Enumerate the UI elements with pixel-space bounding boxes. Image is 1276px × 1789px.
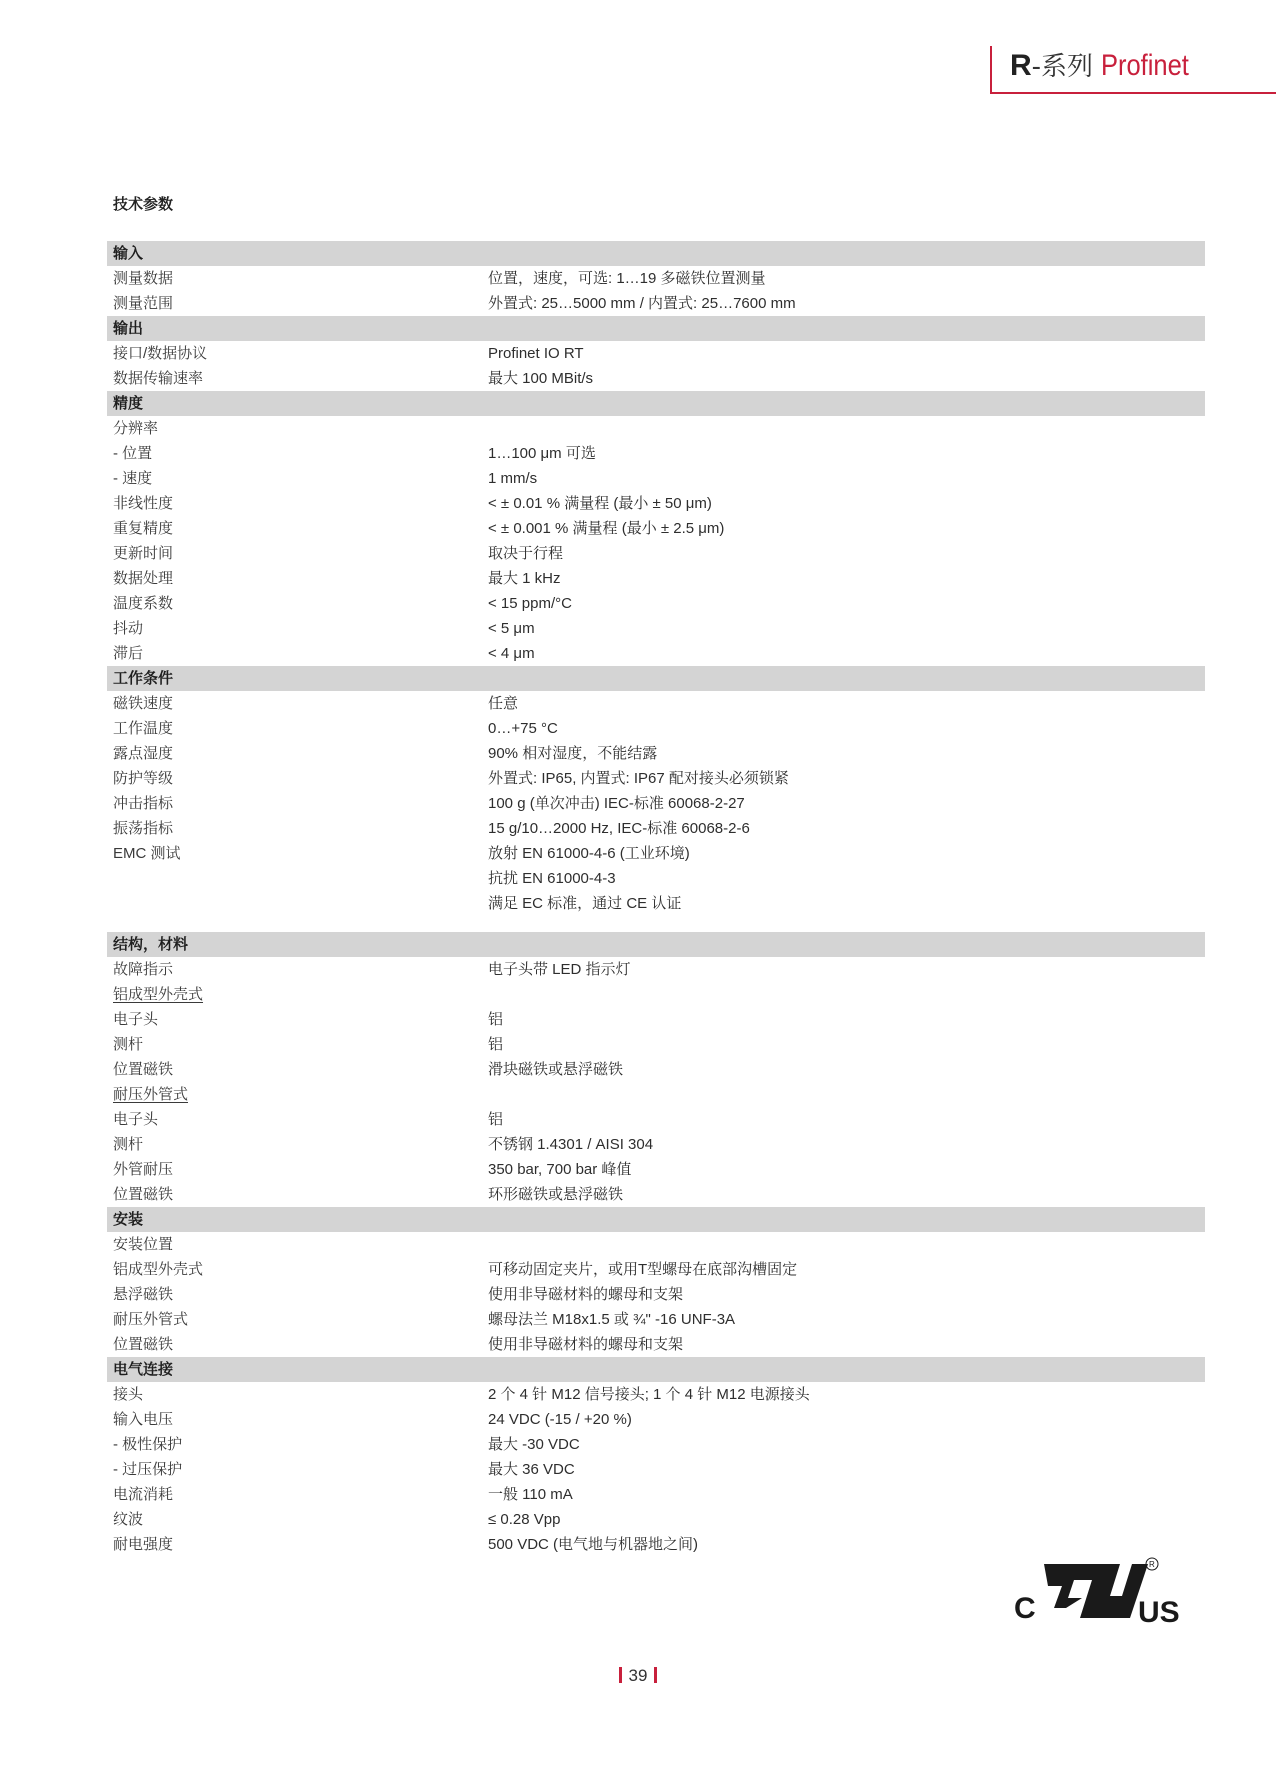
cert-us-text: US: [1138, 1596, 1180, 1626]
spec-row: [107, 791, 1205, 816]
spec-value: 最大 36 VDC: [488, 1461, 575, 1478]
spec-label: 重复精度: [113, 520, 174, 537]
section-header: [107, 241, 1205, 266]
spec-row: [107, 1382, 1205, 1407]
svg-text:R: R: [1149, 1560, 1155, 1569]
spec-row: [107, 616, 1205, 641]
spec-row: [107, 541, 1205, 566]
spec-label: 输入电压: [113, 1411, 174, 1428]
spec-row: [107, 1507, 1205, 1532]
spec-row: [107, 766, 1205, 791]
spec-row: [107, 866, 1205, 891]
spec-value: 使用非导磁材料的螺母和支架: [488, 1286, 684, 1303]
spec-value: 1 mm/s: [488, 470, 538, 487]
series-title: [1010, 46, 1205, 87]
spec-value: ≤ 0.28 Vpp: [488, 1511, 561, 1528]
spec-row: [107, 516, 1205, 541]
spec-value: 使用非导磁材料的螺母和支架: [488, 1336, 684, 1353]
spec-value: 最大 1 kHz: [488, 570, 561, 587]
spec-row: [107, 566, 1205, 591]
spec-value: 铝: [488, 1036, 504, 1053]
spec-value: 外置式: 25…5000 mm / 内置式: 25…7600 mm: [488, 295, 796, 312]
section-title: 工作条件: [113, 670, 174, 687]
section-title: 电气连接: [113, 1361, 174, 1378]
spec-value: < 5 μm: [488, 620, 535, 637]
spec-label: 数据处理: [113, 570, 174, 587]
spec-row: [107, 341, 1205, 366]
spec-value: 铝: [488, 1011, 504, 1028]
page-header: [990, 46, 1276, 94]
spec-row: [107, 841, 1205, 866]
product-name: Profinet: [1101, 49, 1190, 82]
spec-label: 测杆: [113, 1036, 144, 1053]
spec-row: [107, 1332, 1205, 1357]
spec-row: [107, 366, 1205, 391]
cert-c-text: C: [1014, 1592, 1036, 1625]
spec-row: [107, 1232, 1205, 1257]
spec-label: 数据传输速率: [113, 370, 204, 387]
spec-label: 故障指示: [113, 961, 174, 978]
spec-subheading: 铝成型外壳式: [113, 986, 204, 1003]
spec-value: 抗扰 EN 61000-4-3: [488, 870, 616, 887]
spec-label: 耐压外管式: [113, 1311, 189, 1328]
spec-label: 测量数据: [113, 270, 174, 287]
spec-label: 安装位置: [113, 1236, 174, 1253]
cul-us-certification-icon: [1012, 1556, 1182, 1626]
spec-row: [107, 1482, 1205, 1507]
spec-value: 15 g/10…2000 Hz, IEC-标准 60068-2-6: [488, 820, 750, 837]
doc-title: 技术参数: [113, 196, 174, 213]
spec-label: - 速度: [113, 470, 153, 487]
spec-row: [107, 641, 1205, 666]
spec-row: [107, 1532, 1205, 1557]
spec-label: 振荡指标: [113, 820, 174, 837]
section-header: [107, 666, 1205, 691]
spec-label: 测杆: [113, 1136, 144, 1153]
spec-row: [107, 1457, 1205, 1482]
spec-row: [107, 466, 1205, 491]
spec-value: 滑块磁铁或悬浮磁铁: [488, 1061, 624, 1078]
spec-value: < ± 0.001 % 满量程 (最小 ± 2.5 μm): [488, 520, 725, 537]
spec-label: - 过压保护: [113, 1461, 183, 1478]
spec-value: 任意: [488, 695, 519, 712]
spec-label: 电子头: [113, 1011, 159, 1028]
section-title: 安装: [113, 1211, 144, 1228]
spec-value: 一般 110 mA: [488, 1486, 573, 1503]
spec-value: 取决于行程: [488, 545, 564, 562]
spec-label: 纹波: [113, 1511, 144, 1528]
spec-label: 冲击指标: [113, 795, 174, 812]
section-title: 结构，材料: [113, 936, 189, 953]
spec-row: [107, 1132, 1205, 1157]
spec-label: 防护等级: [113, 770, 174, 787]
spec-label: 非线性度: [113, 495, 174, 512]
spec-value: 不锈钢 1.4301 / AISI 304: [488, 1136, 654, 1153]
spec-value: Profinet IO RT: [488, 345, 584, 362]
spec-value: 铝: [488, 1111, 504, 1128]
spec-label: 磁铁速度: [113, 695, 174, 712]
spec-value: 最大 100 MBit/s: [488, 370, 594, 387]
spec-value: 位置，速度，可选: 1…19 多磁铁位置测量: [488, 270, 766, 287]
spec-value: 100 g (单次冲击) IEC-标准 60068-2-27: [488, 795, 745, 812]
spec-row: [107, 266, 1205, 291]
spec-subheading: 耐压外管式: [113, 1086, 189, 1103]
spec-label: 位置磁铁: [113, 1186, 174, 1203]
spec-row: [107, 957, 1205, 982]
spec-row: [107, 1007, 1205, 1032]
spec-row: [107, 1307, 1205, 1332]
spec-label: 滞后: [113, 645, 144, 662]
page-number-text: 39: [628, 1666, 648, 1685]
spec-row: [107, 591, 1205, 616]
series-letter: R: [1010, 49, 1032, 82]
spec-value: < 4 μm: [488, 645, 535, 662]
page-number-right-bar: [654, 1667, 657, 1683]
spec-value: 350 bar, 700 bar 峰值: [488, 1161, 632, 1178]
section-spacer: [107, 916, 1205, 932]
spec-row: [107, 891, 1205, 916]
spec-value: 1…100 μm 可选: [488, 445, 596, 462]
spec-value: 90% 相对湿度，不能结露: [488, 745, 658, 762]
spec-row: [107, 441, 1205, 466]
spec-row: [107, 816, 1205, 841]
spec-row: [107, 291, 1205, 316]
spec-value: 外置式: IP65, 内置式: IP67 配对接头必须锁紧: [488, 770, 789, 787]
spec-value: < 15 ppm/°C: [488, 595, 572, 612]
spec-label: 悬浮磁铁: [113, 1286, 174, 1303]
spec-value: 0…+75 °C: [488, 720, 558, 737]
spec-label: EMC 测试: [113, 845, 181, 862]
spec-label: 测量范围: [113, 295, 174, 312]
spec-value: 满足 EC 标准，通过 CE 认证: [488, 895, 682, 912]
spec-label: 温度系数: [113, 595, 174, 612]
spec-label: 位置磁铁: [113, 1336, 174, 1353]
spec-label: 分辨率: [113, 420, 159, 437]
section-header: [107, 1207, 1205, 1232]
spec-row: [107, 1282, 1205, 1307]
spec-label: - 位置: [113, 445, 153, 462]
spec-label: 耐电强度: [113, 1536, 174, 1553]
spec-row: [107, 716, 1205, 741]
spec-label: 电流消耗: [113, 1486, 174, 1503]
spec-label: 露点湿度: [113, 745, 174, 762]
spec-label: 外管耐压: [113, 1161, 174, 1178]
spec-row: [107, 1057, 1205, 1082]
spec-label: 电子头: [113, 1111, 159, 1128]
spec-row: [107, 416, 1205, 441]
spec-value: 2 个 4 针 M12 信号接头; 1 个 4 针 M12 电源接头: [488, 1386, 810, 1403]
spec-row: [107, 1032, 1205, 1057]
spec-label: - 极性保护: [113, 1436, 183, 1453]
page-number-left-bar: [619, 1667, 622, 1683]
spec-row: [107, 491, 1205, 516]
section-title: 输出: [113, 320, 144, 337]
section-header: [107, 932, 1205, 957]
spec-value: 500 VDC (电气地与机器地之间): [488, 1536, 699, 1553]
spec-label: 更新时间: [113, 545, 174, 562]
spec-row: [107, 982, 1205, 1007]
spec-value: 可移动固定夹片，或用T型螺母在底部沟槽固定: [488, 1261, 798, 1278]
section-header: [107, 391, 1205, 416]
spec-row: [107, 1082, 1205, 1107]
spec-label: 抖动: [113, 620, 144, 637]
page-number: [0, 1666, 1276, 1686]
spec-row: [107, 1157, 1205, 1182]
spec-value: 最大 -30 VDC: [488, 1436, 580, 1453]
spec-label: 工作温度: [113, 720, 174, 737]
spec-label: 铝成型外壳式: [113, 1261, 204, 1278]
spec-row: [107, 691, 1205, 716]
spec-table: [107, 241, 1205, 1557]
spec-row: [107, 1182, 1205, 1207]
spec-label: 接口/数据协议: [113, 345, 208, 362]
series-suffix: -系列: [1031, 52, 1094, 82]
spec-value: 电子头带 LED 指示灯: [488, 961, 631, 978]
spec-value: 螺母法兰 M18x1.5 或 ¾" -16 UNF-3A: [488, 1311, 736, 1328]
spec-row: [107, 1407, 1205, 1432]
spec-row: [107, 1107, 1205, 1132]
spec-value: 放射 EN 61000-4-6 (工业环境): [488, 845, 690, 862]
section-title: 精度: [113, 395, 144, 412]
spec-row: [107, 741, 1205, 766]
spec-label: 位置磁铁: [113, 1061, 174, 1078]
spec-value: 24 VDC (-15 / +20 %): [488, 1411, 632, 1428]
section-header: [107, 1357, 1205, 1382]
section-header: [107, 316, 1205, 341]
spec-row: [107, 1257, 1205, 1282]
spec-row: [107, 1432, 1205, 1457]
section-title: 输入: [113, 245, 144, 262]
spec-label: 接头: [113, 1386, 144, 1403]
spec-value: < ± 0.01 % 满量程 (最小 ± 50 μm): [488, 495, 712, 512]
spec-value: 环形磁铁或悬浮磁铁: [488, 1186, 624, 1203]
